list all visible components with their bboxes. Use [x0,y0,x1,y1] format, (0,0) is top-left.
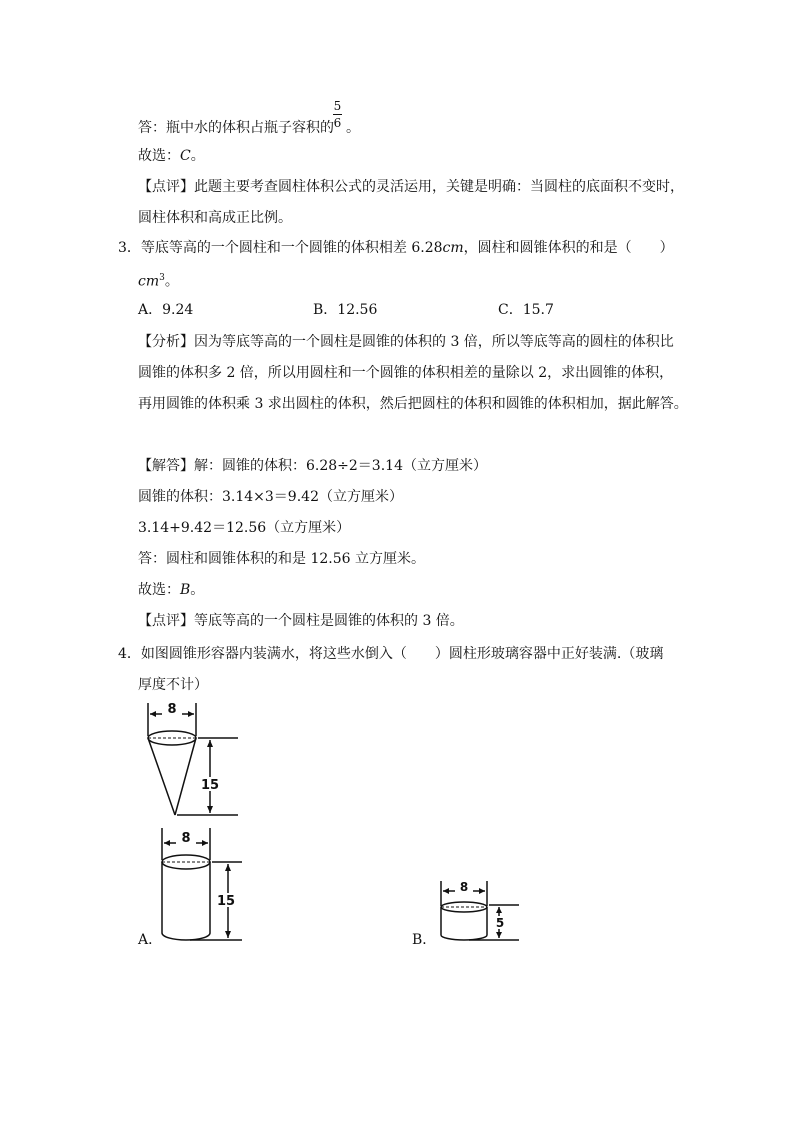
q3-unit-base: cm [138,273,160,290]
cone-figure [138,700,258,825]
opt-b-height-label: 5 [495,916,505,930]
opt-b-arrow-right [479,888,485,894]
fraction-bar [333,114,342,115]
opt-b-height-arrow-bottom [496,932,502,938]
fraction-denominator: 6 [333,116,342,130]
q3-choice-value: B [180,582,191,598]
cone-side-left [148,738,175,815]
q3-option-c: C．15.7 [498,302,554,318]
q2-choice-value: C [180,148,191,164]
q3-stem-text: 3．等底等高的一个圆柱和一个圆锥的体积相差 6.28 [118,240,443,256]
q2-answer-prefix: 答：瓶中水的体积占瓶子容积的 [138,120,334,136]
q3-comment: 【点评】等底等高的一个圆柱是圆锥的体积的 3 倍。 [138,613,464,629]
q3-solution-line-3: 3.14+9.42＝12.56（立方厘米） [138,520,351,536]
cone-arrow-right [188,711,194,717]
opt-a-height-arrow-top [225,864,231,871]
q3-solution-line-2: 圆锥的体积：3.14×3＝9.42（立方厘米） [138,489,403,505]
cone-arrow-left [150,711,156,717]
opt-a-bottom-arc [162,933,210,940]
opt-a-arrow-left [164,840,170,846]
option-a-cylinder [150,825,260,945]
cone-height-arrow-bottom [207,806,213,813]
q3-choice-line [138,580,204,600]
option-b-label: B． [412,932,437,948]
q3-stem-unit: cm [442,240,464,256]
opt-b-height-arrow-top [496,907,502,913]
q3-solution-line-4: 答：圆柱和圆锥体积的和是 12.56 立方厘米。 [138,551,425,567]
q3-choice-label: 故选： [138,582,180,598]
q2-answer-line [138,118,360,138]
q3-option-b: B．12.56 [313,302,378,318]
q3-stem-tail: ，圆柱和圆锥体积的和是（ ） [463,240,674,256]
opt-b-diameter-label: 8 [459,880,469,894]
q3-option-a: A．9.24 [138,302,194,318]
q2-comment-line-1: 【点评】此题主要考查圆柱体积公式的灵活运用，关键是明确：当圆柱的底面积不变时， [138,179,684,195]
q3-stem-line-2 [138,268,179,292]
q3-unit-exponent: 3 [159,273,165,283]
q4-stem-line-2: 厚度不计） [138,677,208,693]
opt-b-arrow-left [443,888,449,894]
opt-a-arrow-right [202,840,208,846]
cone-height-arrow-top [207,740,213,747]
cone-height-label: 15 [200,778,220,793]
opt-a-height-label: 15 [216,894,236,909]
cone-diameter-label: 8 [167,702,177,717]
q3-analysis-line-3: 再用圆锥的体积乘 3 求出圆柱的体积，然后把圆柱的体积和圆锥的体积相加，据此解答。 [138,396,688,412]
q3-analysis-line-1: 【分析】因为等底等高的一个圆柱是圆锥的体积的 3 倍，所以等底等高的圆柱的体积比 [138,334,674,350]
option-a-label: A． [138,932,163,948]
opt-a-height-arrow-bottom [225,931,231,938]
option-b-cylinder [433,878,533,946]
q2-comment-line-2: 圆柱体积和高成正比例。 [138,210,292,226]
opt-a-diameter-label: 8 [181,831,191,846]
q4-stem-line-1: 4．如图圆锥形容器内装满水，将这些水倒入（ ）圆柱形玻璃容器中正好装满.（玻璃 [118,646,664,662]
q3-choice-suffix: 。 [190,582,205,598]
q2-choice-label: 故选： [138,148,180,164]
cone-side-right [175,738,196,815]
q3-analysis-line-2: 圆锥的体积多 2 倍，所以用圆柱和一个圆锥的体积相差的量除以 2，求出圆锥的体积， [138,365,674,381]
q3-stem-line-1 [118,238,674,258]
fraction-numerator: 5 [333,99,342,113]
q2-answer-suffix: 。 [346,120,360,136]
q3-solution-line-1: 【解答】解：圆锥的体积：6.28÷2＝3.14（立方厘米） [138,458,487,474]
q2-choice-suffix: 。 [190,148,205,164]
q2-choice-line [138,146,205,166]
q3-unit-tail: 。 [164,273,179,290]
